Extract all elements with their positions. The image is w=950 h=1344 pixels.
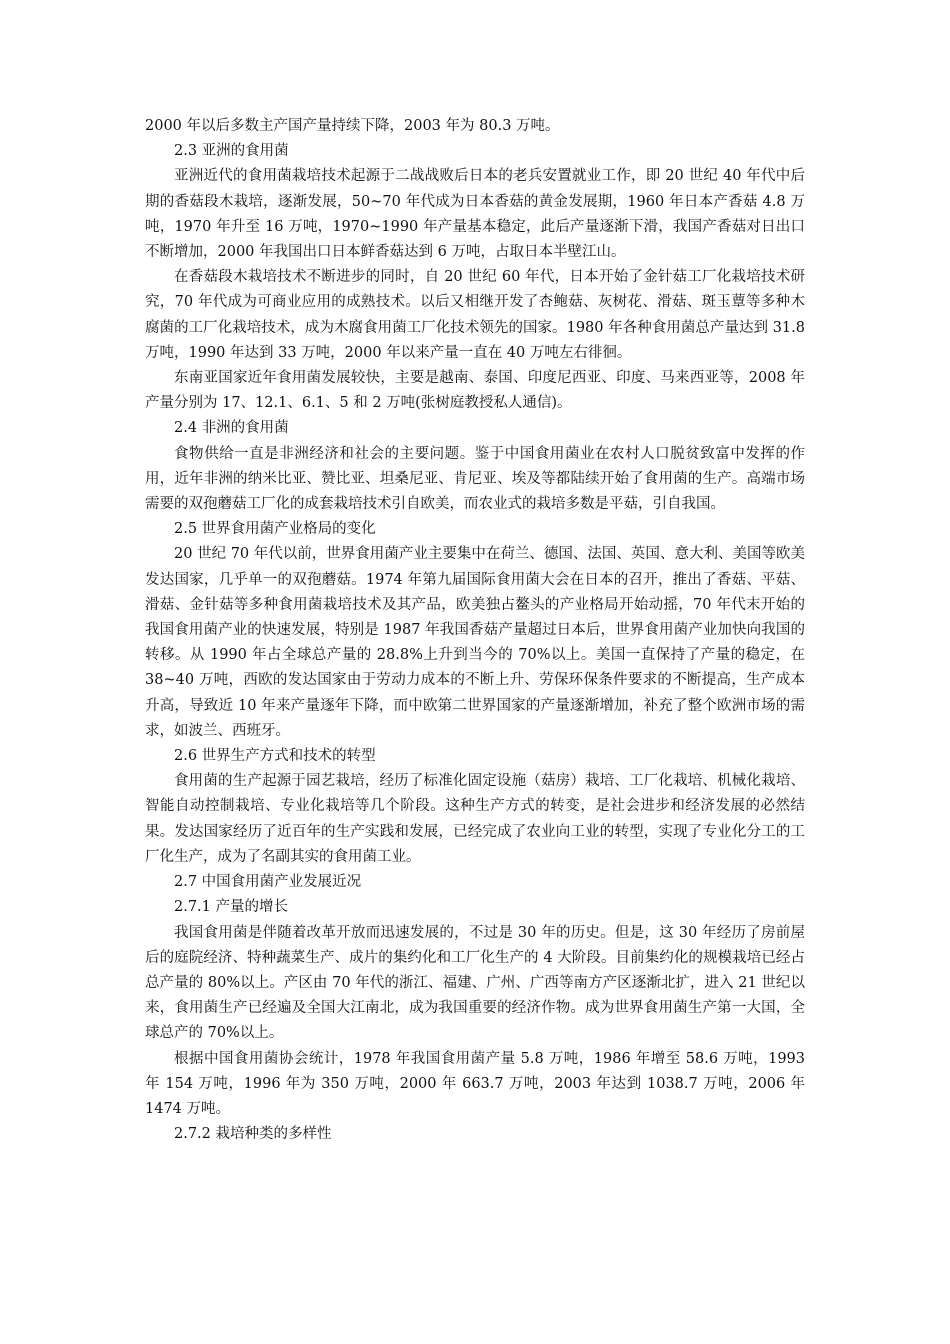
section-heading-2-5: 2.5 世界食用菌产业格局的变化 <box>174 521 376 538</box>
document-page <box>145 114 805 1147</box>
section-heading-2-7-1: 2.7.1 产量的增长 <box>174 899 289 916</box>
paragraph-africa: 食物供给一直是非洲经济和社会的主要问题。鉴于中国食用菌业在农村人口脱贫致富中发挥的作用，近年非洲的纳米比亚、赞比亚、坦桑尼亚、肯尼亚、埃及等都陆续开始了食用菌的生产。高端市场需要的双孢蘑菇工厂化的成套栽培技术引自欧美，而农业式的栽培多数是平菇，引自我国。 <box>145 445 805 513</box>
paragraph-china-statistics: 根据中国食用菌协会统计，1978 年我国食用菌产量 5.8 万吨，1986 年增至 58.6 万吨，1993 年 154 万吨，1996 年为 350 万吨，2000 年 663.7 万吨，2003 年达到 1038.7 万吨，2006 年 1474 万吨。 <box>145 1050 805 1117</box>
section-heading-2-7-2: 2.7.2 栽培种类的多样性 <box>174 1126 332 1143</box>
paragraph-china-growth: 我国食用菌是伴随着改革开放而迅速发展的，不过是 30 年的历史。但是，这 30 年经历了房前屋后的庭院经济、特种蔬菜生产、成片的集约化和工厂化生产的 4 大阶段。目前集约化的规模栽培已经占总产量的 80%以上。产区由 70 年代的浙江、福建、广州、广西等南方产区逐渐北扩，进入 21 世纪以来，食用菌生产已经遍及全国大江南北，成为我国重要的经济作物。成为世界食用菌生产第一大国，全球总产的 70%以上。 <box>145 924 805 1042</box>
section-heading-2-6: 2.6 世界生产方式和技术的转型 <box>174 748 376 765</box>
section-heading-2-3: 2.3 亚洲的食用菌 <box>174 143 289 160</box>
paragraph-asia-factory: 在香菇段木栽培技术不断进步的同时，自 20 世纪 60 年代，日本开始了金针菇工厂化栽培技术研究，70 年代成为可商业应用的成熟技术。以后又相继开发了杏鲍菇、灰树花、滑菇、斑玉蕈等多种木腐菌的工厂化栽培技术，成为木腐食用菌工厂化技术领先的国家。1980 年各种食用菌总产量达到 31.8 万吨，1990 年达到 33 万吨，2000 年以来产量一直在 40 万吨左右徘徊。 <box>145 269 805 361</box>
paragraph-southeast-asia: 东南亚国家近年食用菌发展较快，主要是越南、泰国、印度尼西亚、印度、马来西亚等，2008 年产量分别为 17、12.1、6.1、5 和 2 万吨(张树庭教授私人通信)。 <box>145 370 805 412</box>
section-heading-2-4: 2.4 非洲的食用菌 <box>174 420 289 437</box>
paragraph-world-pattern: 20 世纪 70 年代以前，世界食用菌产业主要集中在荷兰、德国、法国、英国、意大利、美国等欧美发达国家，几乎单一的双孢蘑菇。1974 年第九届国际食用菌大会在日本的召开，推出了香菇、平菇、滑菇、金针菇等多种食用菌栽培技术及其产品，欧美独占鳌头的产业格局开始动摇，70 年代末开始的我国食用菌产业的快速发展，特别是 1987 年我国香菇产量超过日本后，世界食用菌产业加快向我国的转移。从 1990 年占全球总产量的 28.8%上升到当今的 70%以上。美国一直保持了产量的稳定，在 38~40 万吨，西欧的发达国家由于劳动力成本的不断上升、劳保环保条件要求的不断提高，生产成本升高，导致近 10 年来产量逐年下降，而中欧第二世界国家的产量逐渐增加，补充了整个欧洲市场的需求，如波兰、西班牙。 <box>145 546 805 739</box>
paragraph-production-mode: 食用菌的生产起源于园艺栽培，经历了标准化固定设施（菇房）栽培、工厂化栽培、机械化栽培、智能自动控制栽培、专业化栽培等几个阶段。这种生产方式的转变，是社会进步和经济发展的必然结果。发达国家经历了近百年的生产实践和发展，已经完成了农业向工业的转型，实现了专业化分工的工厂化生产，成为了名副其实的食用菌工业。 <box>145 773 805 865</box>
paragraph-asia-history: 亚洲近代的食用菌栽培技术起源于二战战败后日本的老兵安置就业工作，即 20 世纪 40 年代中后期的香菇段木栽培，逐渐发展，50~70 年代成为日本香菇的黄金发展期，1960 年日本产香菇 4.8 万吨，1970 年升至 16 万吨，1970~1990 年产量基本稳定，此后产量逐渐下滑，我国产香菇对日出口不断增加，2000 年我国出口日本鲜香菇达到 6 万吨，占取日本半壁江山。 <box>145 168 805 261</box>
paragraph-continuation: 2000 年以后多数主产国产量持续下降，2003 年为 80.3 万吨。 <box>145 118 560 134</box>
section-heading-2-7: 2.7 中国食用菌产业发展近况 <box>174 874 362 891</box>
